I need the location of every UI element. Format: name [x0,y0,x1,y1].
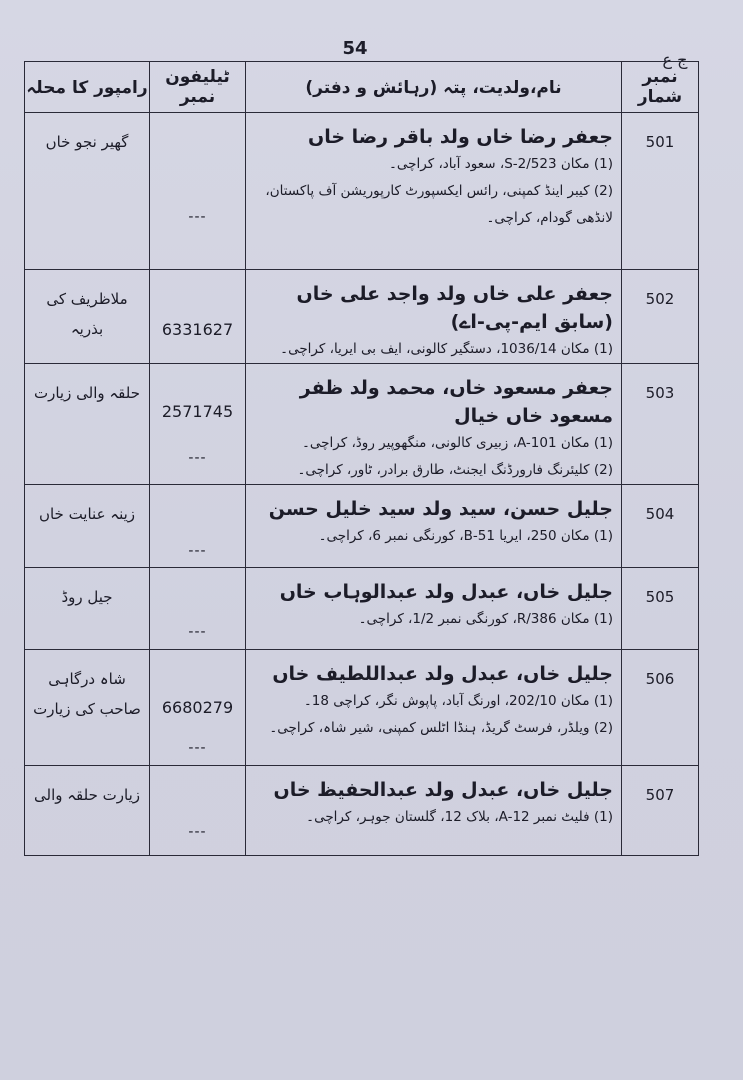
phone-cell [150,766,246,856]
page-number: 54 [342,38,368,59]
mohalla-cell [25,766,150,856]
name-address-cell [246,113,622,270]
table-row [25,568,699,650]
address-line: (1) مکان R/386، کورنگی نمبر 1/2، کراچی۔ [358,611,613,627]
person-name: جعفر رضا خاں ولد باقر رضا خاں [307,126,613,148]
table-row [25,364,699,485]
phone-cell [150,364,246,485]
mohalla-text: گھیر نجو خاں [45,133,129,151]
phone-cell [150,650,246,766]
header-mohalla: رامپور کا محلہ [25,62,150,113]
mohalla-text: زیارت حلقہ والی [34,786,140,804]
mohalla-text: زینہ عنایت خاں [38,505,136,523]
phone-number: 6680279 [161,698,234,717]
table-row [25,485,699,568]
phone-number: 6331627 [161,320,234,339]
serial-number: 505 [622,568,699,650]
serial-number: 503 [622,364,699,485]
name-address-cell [246,485,622,568]
phone-placeholder: --- [188,824,207,840]
person-name: جلیل خاں، عبدل ولد عبدالحفیظ خاں [273,779,613,801]
address-line: (1) مکان A-101، زبیری کالونی، منگھوپیر روڈ، کراچی۔ [302,435,613,451]
serial-number: 502 [622,270,699,364]
mohalla-cell [25,364,150,485]
name-address-cell [246,270,622,364]
serial-number: 501 [622,113,699,270]
phone-cell [150,568,246,650]
mohalla-cell [25,650,150,766]
address-line: (1) فلیٹ نمبر A-12، بلاک 12، گلستان جوہر، کراچی۔ [306,809,613,825]
table-row [25,650,699,766]
phone-placeholder: --- [188,740,207,756]
person-name: جلیل حسن، سید ولد سید خلیل حسن [268,498,613,520]
serial-number: 506 [622,650,699,766]
phone-cell [150,270,246,364]
mohalla-cell [25,568,150,650]
phone-number: 2571745 [161,402,234,421]
address-line: (2) ویلڈر، فرسٹ گریڈ، ہنڈا اٹلس کمپنی، شیر شاہ، کراچی۔ [269,720,613,736]
mohalla-cell [25,485,150,568]
phone-cell [150,113,246,270]
address-line: لانڈھی گودام، کراچی۔ [486,210,613,226]
address-line: (1) مکان 250، ایریا B-51، کورنگی نمبر 6، کراچی۔ [318,528,613,544]
mohalla-text: حلقہ والی زیارت [34,384,140,402]
phone-placeholder: --- [188,209,207,225]
serial-number: 507 [622,766,699,856]
name-address-cell [246,364,622,485]
header-name-address: نام،ولدیت، پتہ (رہائش و دفتر) [246,62,622,113]
mohalla-text: جیل روڈ [61,588,113,606]
phone-cell [150,485,246,568]
table-row [25,113,699,270]
header-phone: ٹیلیفون نمبر [150,62,246,113]
mohalla-text: شاہ درگاہی صاحب کی زیارت [33,670,141,718]
address-line: (2) کلیئرنگ فارورڈنگ ایجنٹ، طارق برادر، ٹاور، کراچی۔ [297,462,613,478]
address-line: (1) مکان 202/10، اورنگ آباد، پاپوش نگر، کراچی 18۔ [303,693,613,709]
phone-placeholder: --- [188,450,207,466]
phone-placeholder: --- [188,543,207,559]
mohalla-text: ملاظریف کی بذریہ [46,290,128,338]
name-address-cell [246,766,622,856]
person-name: جلیل خاں، عبدل ولد عبداللطیف خاں [272,663,613,685]
person-name: جعفر علی خاں ولد واجد علی خاں (سابق ایم-پی-اے) [296,283,613,333]
table-row [25,766,699,856]
address-line: (1) مکان S-2/523، سعود آباد، کراچی۔ [389,156,613,172]
name-address-cell [246,568,622,650]
mohalla-cell [25,113,150,270]
mohalla-cell [25,270,150,364]
volume-mark: ج ع [662,50,688,69]
header-serial: نمبر شمار [622,62,699,113]
person-name: جلیل خاں، عبدل ولد عبدالوہاب خاں [279,581,613,603]
phone-placeholder: --- [188,624,207,640]
person-name: جعفر مسعود خاں، محمد ولد ظفر مسعود خاں خیال [299,377,613,427]
directory-table [24,61,699,856]
address-line: (1) مکان 1036/14، دستگیر کالونی، ایف بی ایریا، کراچی۔ [280,341,613,357]
address-line: (2) کیبر اینڈ کمپنی، رائس ایکسپورٹ کارپوریشن آف پاکستان، [265,183,613,199]
table-header-row [25,62,699,113]
table-row [25,270,699,364]
serial-number: 504 [622,485,699,568]
name-address-cell [246,650,622,766]
